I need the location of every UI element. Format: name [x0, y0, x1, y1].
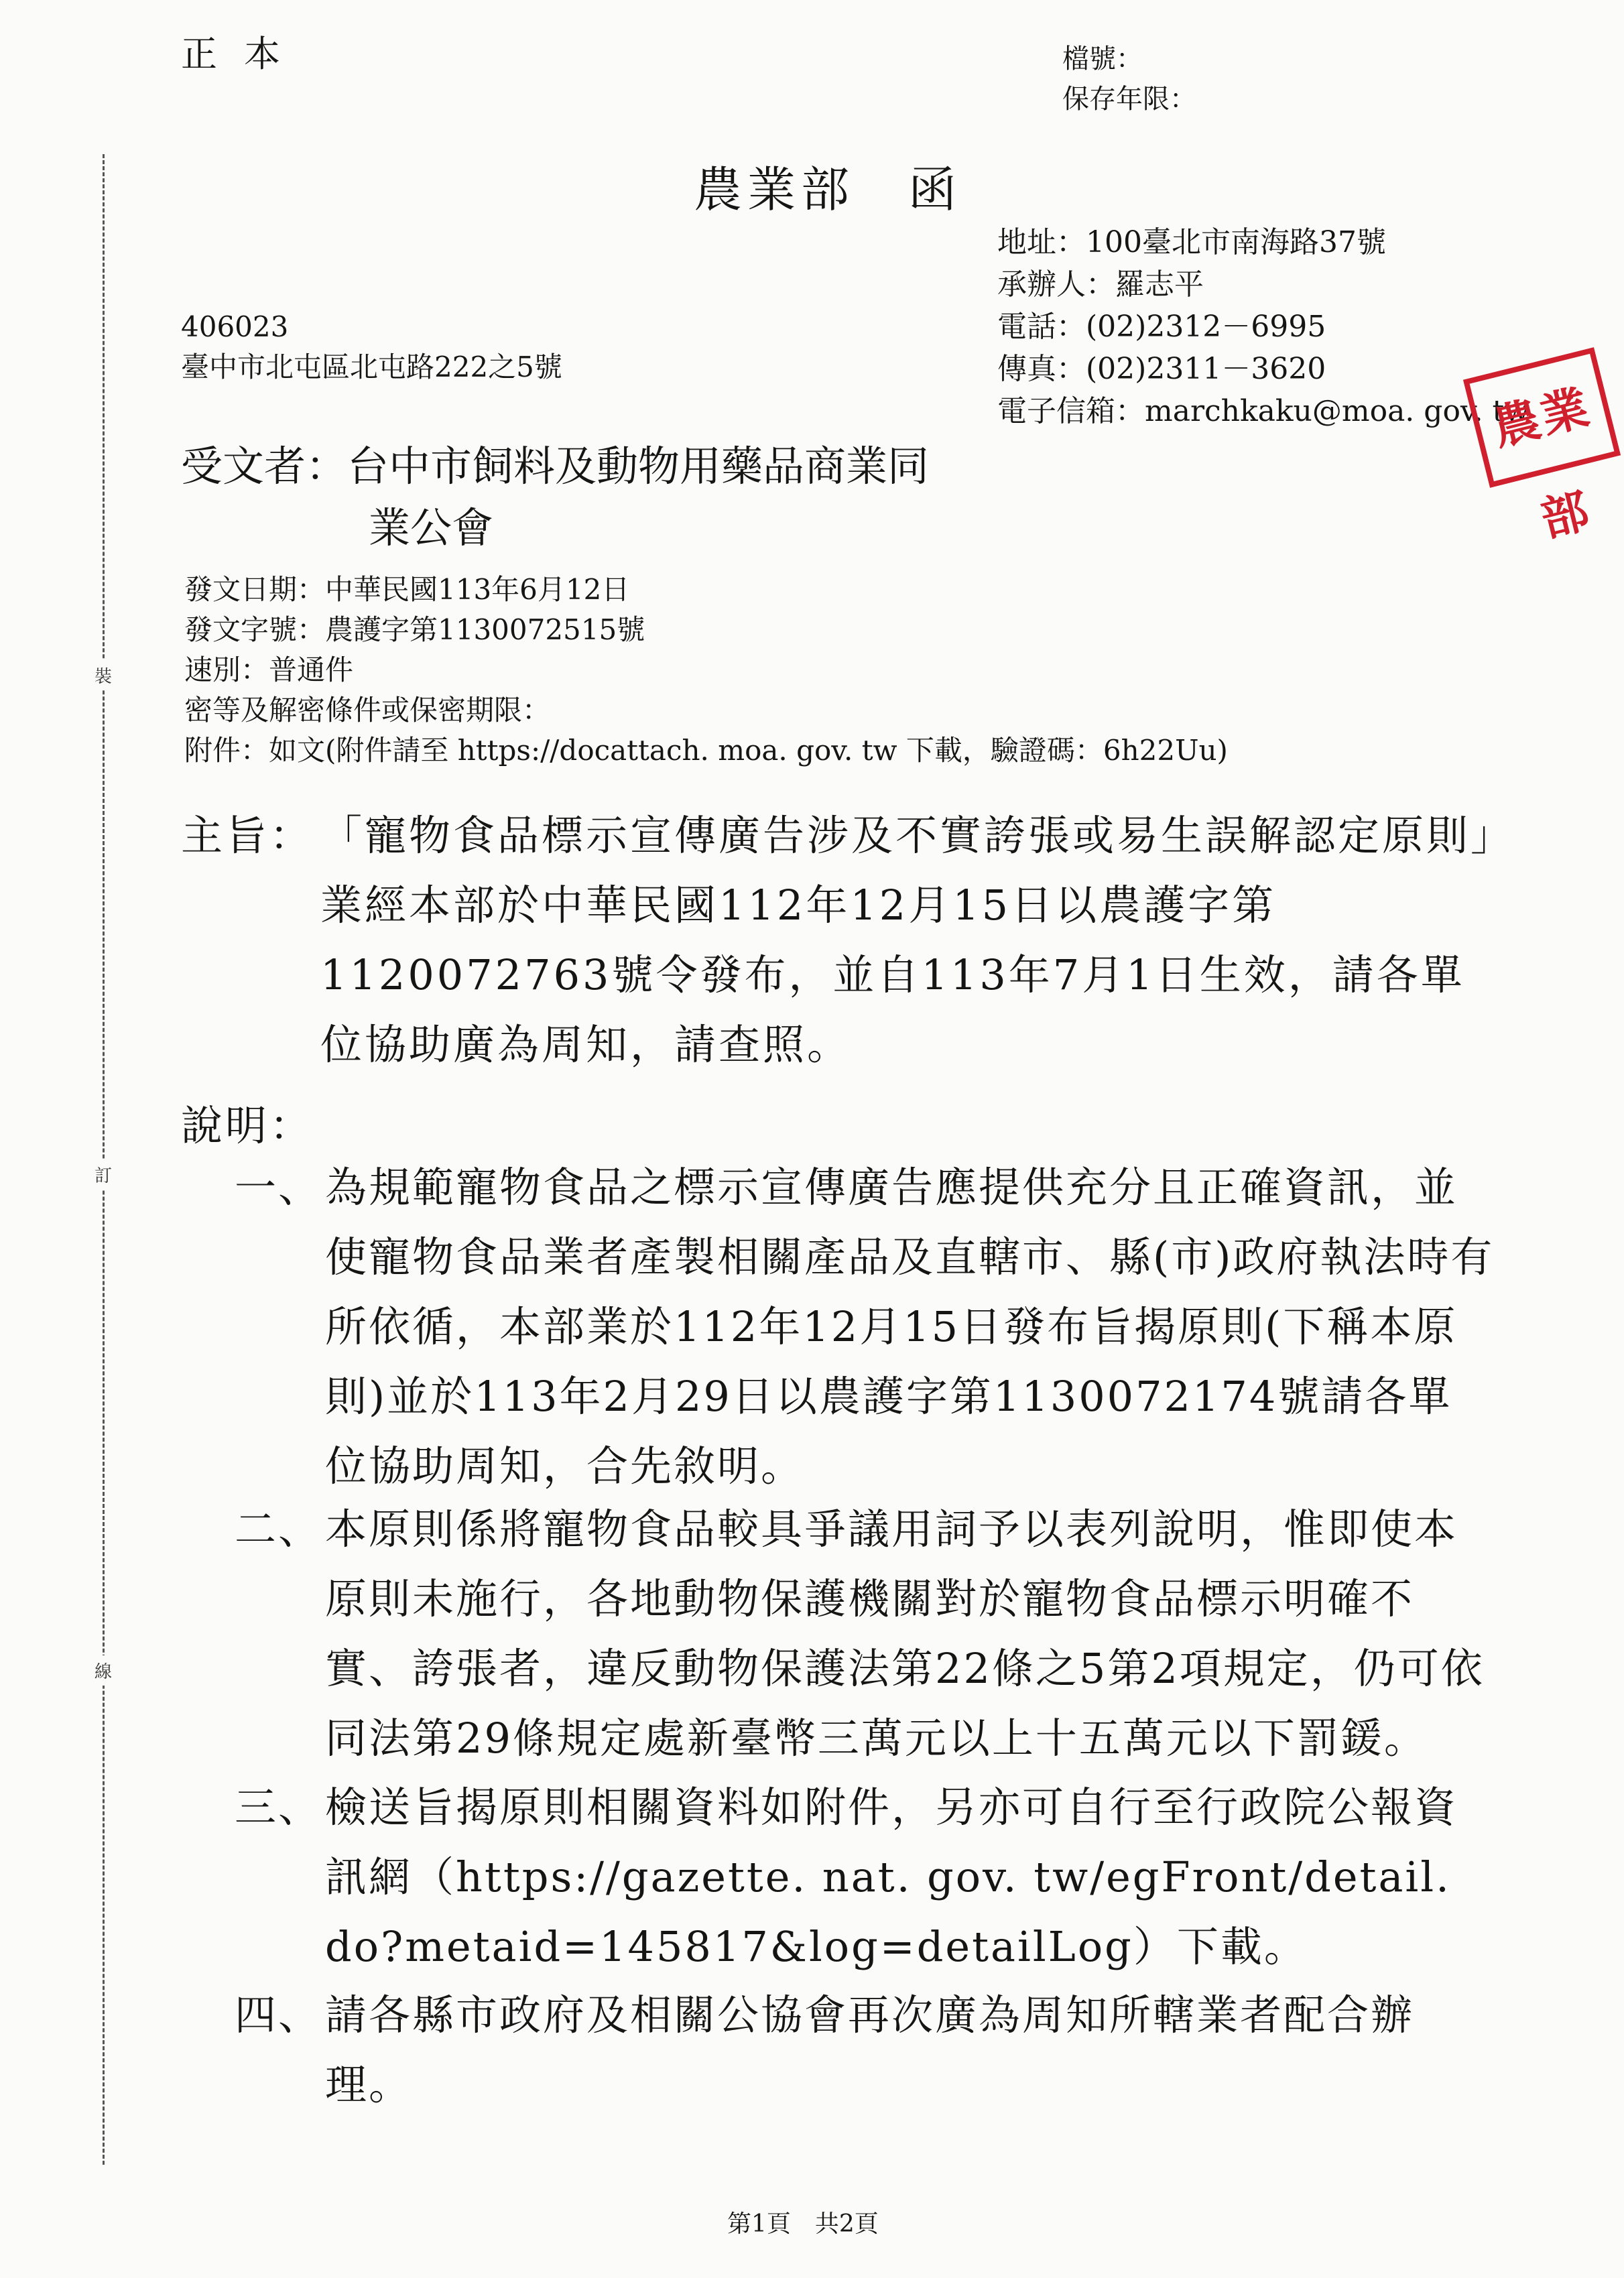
- document-title: 農業部 函: [694, 162, 962, 218]
- item-number: 一、: [235, 1163, 322, 1212]
- item-number: 二、: [235, 1505, 322, 1554]
- contact-info: [997, 221, 1529, 432]
- recipient: [181, 436, 929, 559]
- issue-date: 發文日期：中華民國113年6月12日: [184, 573, 630, 606]
- item-number: 四、: [235, 1990, 322, 2039]
- handler-name: 承辦人：羅志平: [997, 267, 1204, 302]
- recipient-address: 臺中市北屯區北屯路222之5號: [181, 351, 562, 383]
- recipient-line-2: 業公會: [369, 503, 494, 552]
- subject-label: 主旨：: [181, 811, 314, 860]
- explanation-item: [235, 1153, 1495, 1501]
- recipient-line-1: 受文者：台中市飼料及動物用藥品商業同: [181, 442, 930, 491]
- retention-period-label: 保存年限：: [1062, 84, 1196, 115]
- document-metadata: [184, 570, 1228, 771]
- item-text: 為規範寵物食品之標示宣傳廣告應提供充分且正確資訊，並使寵物食品業者產製相關產品及直轄市、縣(市)政府執法時有所依循，本部業於112年12月15日發布旨揭原則(下稱本原則)並於113年2月29日以農護字第1130072174號請各單位協助周知，合先敘明。: [325, 1163, 1495, 1491]
- email-address: 電子信箱：marchkaku@moa. gov. tw: [997, 394, 1529, 428]
- fax-number: 傳真：(02)2311－3620: [997, 352, 1326, 386]
- item-text: 檢送旨揭原則相關資料如附件，另亦可自行至行政院公報資訊網（https://gazette. nat. gov. tw/egFront/detail. do?metaid=145817&log=detailLog）下載。: [325, 1783, 1458, 1971]
- page-number: 第1頁 共2頁: [727, 2210, 879, 2238]
- file-number-label: 檔號：: [1062, 44, 1143, 74]
- explanation-item: [235, 1773, 1495, 1982]
- delivery-speed: 速別：普通件: [184, 653, 354, 686]
- explanation-label: 說明：: [181, 1101, 314, 1150]
- security-level: 密等及解密條件或保密期限：: [184, 694, 551, 726]
- recipient-postal-block: [181, 307, 562, 387]
- binding-mark: 訂: [95, 1159, 112, 1190]
- binding-mark: 裝: [95, 660, 112, 690]
- document-number: 發文字號：農護字第1130072515號: [184, 613, 645, 646]
- item-text: 請各縣市政府及相關公協會再次廣為周知所轄業者配合辦理。: [325, 1990, 1415, 2109]
- subject-text: 「寵物食品標示宣傳廣告涉及不實誇張或易生誤解認定原則」業經本部於中華民國112年12月15日以農護字第1120072763號令發布，並自113年7月1日生效，請各單位協助廣為周知，請查照。: [320, 811, 1495, 1069]
- phone-number: 電話：(02)2312－6995: [997, 310, 1326, 344]
- explanation-item: [235, 1980, 1495, 2120]
- sender-address: 地址：100臺北市南海路37號: [997, 225, 1386, 259]
- file-info: [1062, 39, 1196, 119]
- subject-section: [181, 801, 1495, 1080]
- attachment-info: 附件：如文(附件請至 https://docattach. moa. gov. tw 下載，驗證碼：6h22Uu): [184, 734, 1228, 767]
- copy-label: 正本: [181, 33, 307, 75]
- item-text: 本原則係將寵物食品較具爭議用詞予以表列說明，惟即使本原則未施行，各地動物保護機關對於寵物食品標示明確不實、誇張者，違反動物保護法第22條之5第2項規定，仍可依同法第29條規定處新臺幣三萬元以上十五萬元以下罰鍰。: [325, 1505, 1485, 1763]
- official-seal: 農業部: [1463, 347, 1621, 488]
- binding-mark: 線: [95, 1655, 112, 1686]
- explanation-item: [235, 1495, 1495, 1773]
- postal-code: 406023: [181, 310, 289, 343]
- item-number: 三、: [235, 1783, 322, 1832]
